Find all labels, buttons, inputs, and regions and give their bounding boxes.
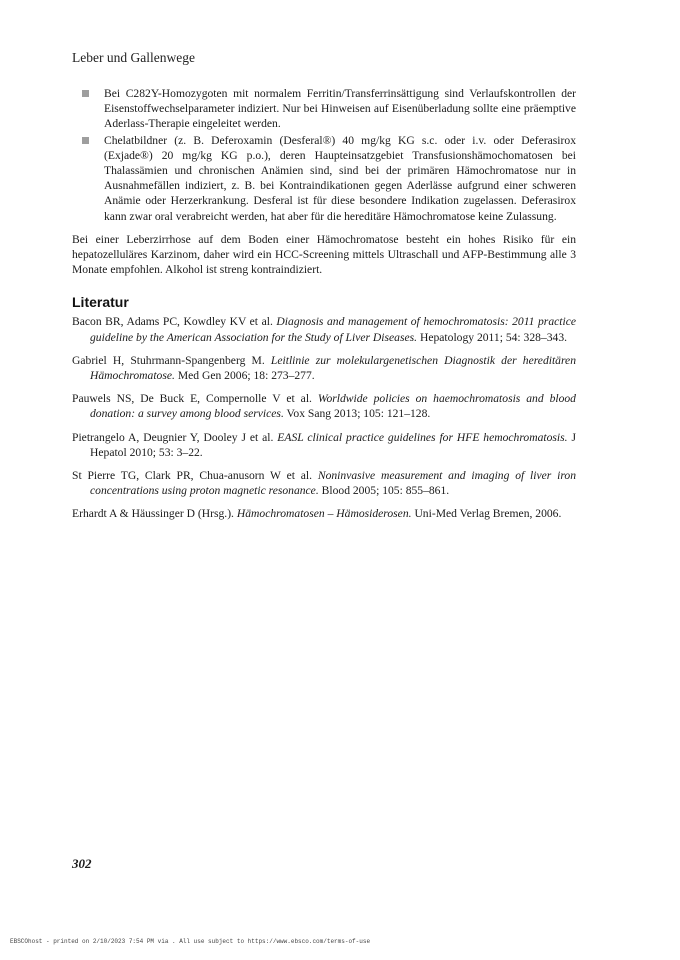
reference-source: J Hepatol 2010; 53: 3–22. (90, 430, 576, 459)
reference-item (72, 353, 576, 383)
reference-authors: Bacon BR, Adams PC, Kowdley KV et al. (72, 315, 273, 329)
square-bullet-icon (82, 90, 89, 97)
reference-authors: Erhardt A & Häussinger D (Hrsg.). (72, 507, 234, 521)
square-bullet-icon (82, 137, 89, 144)
reference-source: Hepatology 2011; 54: 328–343. (419, 330, 568, 344)
reference-authors: Gabriel H, Stuhrmann-Spangenberg M. (72, 353, 265, 367)
reference-title: Hämochromatosen – Hämosiderosen. (236, 507, 412, 521)
bullet-item (72, 86, 576, 132)
page-content (72, 86, 576, 530)
reference-authors: St Pierre TG, Clark PR, Chua-anusorn W et al. (72, 469, 313, 483)
running-head: Leber und Gallenwege (72, 50, 195, 65)
reference-item (72, 391, 576, 421)
reference-authors: Pietrangelo A, Deugnier Y, Dooley J et al. (72, 430, 274, 444)
reference-title: Worldwide policies on haemochromatosis and blood donation: a survey among blood services. (90, 392, 576, 421)
reference-source: Vox Sang 2013; 105: 121–128. (286, 407, 431, 421)
literature-heading: Literatur (72, 294, 129, 311)
page-number: 302 (72, 856, 92, 871)
reference-title: Diagnosis and management of hemochromatosis: 2011 practice guideline by the American Association for the Study of Liver Diseases. (90, 315, 576, 344)
bullet-item (72, 133, 576, 224)
bullet-text: Bei C282Y-Homozygoten mit normalem Ferritin/Transferrinsättigung sind Verlaufskontrollen der Eisenstoffwechselparameter indiziert. Nur bei Hinweisen auf Eisenüberladung sollte eine präemptive Aderlass-Therapie eingeleitet werden. (104, 87, 576, 131)
reference-item (72, 506, 576, 521)
reference-item (72, 314, 576, 344)
reference-list (72, 314, 576, 521)
bullet-text: Chelatbildner (z. B. Deferoxamin (Desferal®) 40 mg/kg KG s.c. oder i.v. oder Deferasirox (Exjade®) 20 mg/kg KG p.o.), deren Haupteinsatzgebiet Transfusionshämochomatosen bei Thalassämien und chronischen Anämien sind, sind bei der primären Hämochromatose nur in Ausnahmefällen indiziert, z. B. bei Kontraindikationen gegen Aderlässe aufgrund einer schweren Anämie oder Herzerkrankung. Desferal ist für diese besondere Indikation zugelassen. Deferasirox kann zwar oral verabreicht werden, hat aber für die hereditäre Hämochromatose keine Zulassung. (104, 133, 576, 223)
reference-item (72, 430, 576, 460)
reference-source: Med Gen 2006; 18: 273–277. (177, 369, 315, 383)
body-paragraph: Bei einer Leberzirrhose auf dem Boden einer Hämochromatose besteht ein hohes Risiko für ein hepatozelluläres Karzinom, daher wird ein HCC-Screening mittels Ultraschall und AFP-Bestimmung alle 3 Monate empfohlen. Alkohol ist streng kontraindiziert. (72, 232, 576, 277)
reference-title: Noninvasive measurement and imaging of liver iron concentrations using proton magnetic resonance. (90, 469, 576, 498)
reference-authors: Pauwels NS, De Buck E, Compernolle V et al. (72, 392, 312, 406)
reference-source: Blood 2005; 105: 855–861. (321, 484, 450, 498)
bullet-list (72, 86, 576, 224)
reference-source: Uni-Med Verlag Bremen, 2006. (414, 507, 562, 521)
reference-title: Leitlinie zur molekulargenetischen Diagnostik der hereditären Hämochromatose. (90, 353, 577, 383)
reference-item (72, 468, 576, 498)
print-footer-note: EBSCOhost - printed on 2/10/2023 7:54 PM via . All use subject to https://www.ebsco.com/terms-of-use (10, 938, 371, 945)
reference-title: EASL clinical practice guidelines for HFE hemochromatosis. (277, 430, 568, 444)
